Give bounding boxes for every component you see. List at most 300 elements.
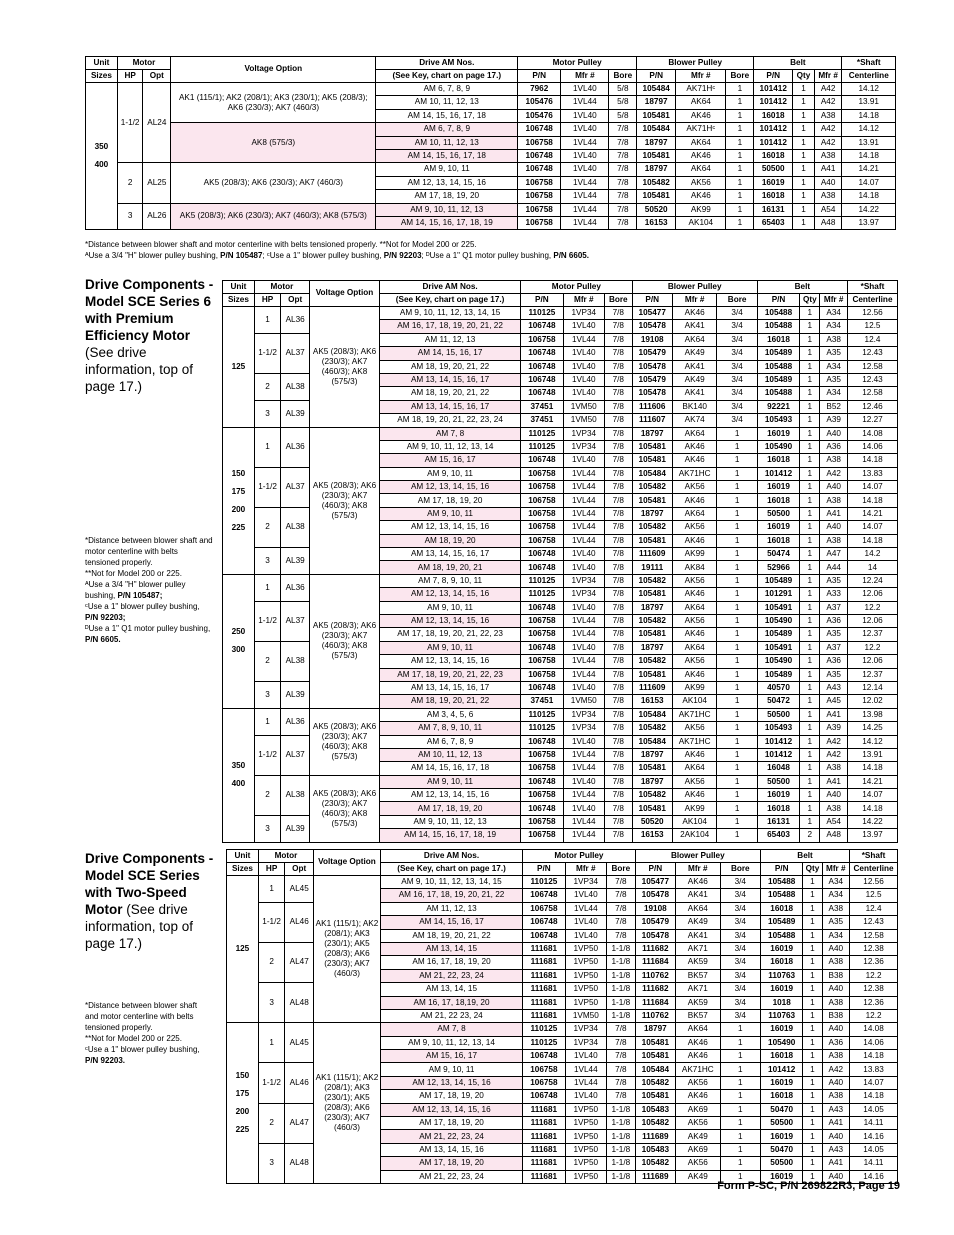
note-d-pn: P/N 6605. (85, 635, 121, 644)
drive-am-cell: AM 18, 19, 20, 21, 22 (380, 695, 521, 708)
drive-am-cell: AM 13, 14, 15, 16, 17 (380, 400, 521, 413)
motor-pn-cell: 106748 (523, 929, 565, 942)
motor-bore-cell: 7/8 (604, 628, 632, 641)
belt-qty-cell: 1 (800, 414, 820, 427)
column-header: Mfr # (676, 863, 721, 876)
motor-mfr-cell: 1VL40 (565, 929, 606, 942)
motor-bore-cell: 7/8 (604, 333, 632, 346)
blower-mfr-cell: AK49 (672, 373, 717, 386)
table-row (223, 574, 898, 587)
drive-am-cell: AM 16, 17, 18,19, 20 (380, 996, 522, 1009)
blower-bore-cell: 3/4 (717, 373, 757, 386)
blower-bore-cell: 1 (720, 1117, 760, 1130)
blower-mfr-cell: AK64 (672, 333, 717, 346)
drive-am-cell: AM 9, 10, 11, 12, 13, 14 (380, 440, 521, 453)
footnote-a-pn: P/N 105487 (220, 251, 263, 260)
hp-cell: 1-1/2 (254, 333, 281, 373)
motor-pn-cell: 106758 (521, 655, 563, 668)
belt-pn-cell: 101291 (757, 588, 799, 601)
blower-bore-cell: 1 (717, 614, 757, 627)
sizes-header: Sizes (223, 294, 255, 307)
drive-am-cell: AM 14, 15, 16, 17, 18, 19 (380, 829, 521, 842)
belt-pn-cell: 16018 (757, 802, 799, 815)
motor-bore-cell: 7/8 (607, 876, 636, 889)
belt-mfr-cell: B38 (822, 1009, 850, 1022)
blower-bore-cell: 3/4 (720, 929, 760, 942)
belt-pn-cell: 16019 (757, 789, 799, 802)
belt-qty-cell: 1 (793, 136, 815, 149)
motor-mfr-cell: 1VL40 (563, 561, 604, 574)
blower-pn-cell: 18797 (637, 136, 676, 149)
motor-mfr-cell: 1VP34 (563, 722, 604, 735)
motor-mfr-cell: 1VP50 (565, 942, 606, 955)
belt-pn-cell: 65403 (757, 829, 799, 842)
belt-qty-cell: 1 (793, 123, 815, 136)
blower-mfr-cell: AK69 (676, 1143, 721, 1156)
blower-bore-cell: 1 (720, 1103, 760, 1116)
belt-pn-cell: 16018 (760, 956, 802, 969)
belt-qty-cell: 1 (803, 942, 822, 955)
hp-header: HP (117, 70, 143, 83)
drive-am-cell: AM 13, 14, 15 (380, 983, 522, 996)
centerline-header: Centerline (842, 70, 896, 83)
blower-mfr-cell: AK49 (672, 347, 717, 360)
motor-bore-cell: 7/8 (604, 815, 632, 828)
motor-mfr-cell: 1VP50 (565, 1157, 606, 1170)
drive-am-cell: AM 13, 14, 15 (380, 942, 522, 955)
blower-pn-cell: 111607 (632, 414, 672, 427)
blower-mfr-cell: AK46 (672, 748, 717, 761)
motor-pn-cell: 110125 (523, 1036, 565, 1049)
opt-cell: AL48 (285, 1143, 314, 1183)
blower-pn-cell: 105481 (637, 149, 676, 162)
motor-pn-cell: 106758 (521, 815, 563, 828)
motor-mfr-cell: 1VL44 (563, 815, 604, 828)
motor-pn-cell: 111681 (523, 956, 565, 969)
column-header: Mfr # (565, 863, 606, 876)
belt-pn-cell: 105490 (757, 440, 799, 453)
drive-am-cell: AM 15, 16, 17 (380, 454, 521, 467)
belt-qty-cell: 1 (800, 681, 820, 694)
shaft-centerline-cell: 12.2 (850, 969, 898, 982)
belt-qty-cell: 1 (803, 902, 822, 915)
motor-bore-cell: 7/8 (609, 123, 637, 136)
belt-mfr-cell: A54 (814, 203, 842, 216)
blower-pn-cell: 105481 (632, 628, 672, 641)
drive-am-cell: AM 21, 22, 23, 24 (380, 969, 522, 982)
belt-qty-cell: 1 (800, 347, 820, 360)
motor-mfr-cell: 1VL44 (563, 655, 604, 668)
motor-mfr-cell: 1VL44 (561, 190, 609, 203)
motor-pn-cell: 106758 (518, 176, 561, 189)
voltage-option-cell: AK5 (208/3); AK6 (230/3); AK7 (460/3); AK8 (575/3) (309, 708, 379, 775)
belt-mfr-cell: A45 (820, 695, 848, 708)
belt-pn-cell: 101412 (754, 83, 793, 96)
shaft-centerline-cell: 14.12 (842, 123, 896, 136)
belt-mfr-cell: A35 (822, 916, 850, 929)
opt-cell: AL26 (143, 203, 171, 230)
column-header: Bore (609, 70, 637, 83)
drive-am-cell: AM 14, 15, 16, 17, 18 (376, 149, 518, 162)
motor-pn-cell: 106748 (521, 373, 563, 386)
motor-pn-cell: 106748 (521, 601, 563, 614)
belt-mfr-cell: A34 (822, 929, 850, 942)
opt-cell: AL36 (281, 427, 310, 467)
drive-am-cell: AM 9, 10, 11, 12, 13, 14 (380, 1036, 522, 1049)
drive-am-cell: AM 9, 10, 11 (380, 641, 521, 654)
belt-mfr-cell: A33 (820, 588, 848, 601)
shaft-centerline-cell: 12.37 (847, 628, 897, 641)
hp-cell: 2 (258, 1103, 285, 1143)
blower-pn-cell: 111609 (632, 548, 672, 561)
shaft-centerline-cell: 12.58 (847, 360, 897, 373)
motor-mfr-cell: 1VP50 (565, 1117, 606, 1130)
shaft-centerline-cell: 12.4 (847, 333, 897, 346)
blower-bore-cell: 1 (717, 481, 757, 494)
belt-pn-cell: 110763 (760, 1009, 802, 1022)
blower-bore-cell: 1 (717, 574, 757, 587)
motor-mfr-cell: 1VL44 (565, 1063, 606, 1076)
belt-qty-cell: 1 (800, 561, 820, 574)
motor-pn-cell: 106748 (521, 454, 563, 467)
belt-pn-cell: 16019 (760, 942, 802, 955)
motor-bore-cell: 1-1/8 (607, 1143, 636, 1156)
motor-pn-cell: 106748 (521, 548, 563, 561)
column-header: Bore (717, 294, 757, 307)
drive-am-cell: AM 12, 13, 14, 15, 16 (380, 588, 521, 601)
belt-mfr-cell: A40 (822, 1023, 850, 1036)
opt-cell: AL39 (281, 548, 310, 575)
belt-mfr-cell: A35 (820, 373, 848, 386)
blower-pn-cell: 105484 (637, 83, 676, 96)
note-d: ᴰUse a 1" Q1 motor pulley bushing, (85, 624, 211, 633)
column-header: P/N (635, 863, 675, 876)
motor-bore-cell: 7/8 (609, 203, 637, 216)
belt-qty-cell: 1 (803, 1023, 822, 1036)
voltage-header: Voltage Option (309, 281, 379, 307)
drive-am-cell: AM 12, 13, 14, 15, 16 (376, 176, 518, 189)
blower-pn-cell: 105482 (635, 1157, 675, 1170)
motor-bore-cell: 7/8 (604, 601, 632, 614)
motor-pn-cell: 110125 (521, 440, 563, 453)
shaft-centerline-cell: 14.22 (847, 815, 897, 828)
blower-pn-cell: 105482 (632, 722, 672, 735)
belt-qty-cell: 1 (803, 969, 822, 982)
blower-pn-cell: 105484 (632, 708, 672, 721)
shaft-centerline-cell: 12.37 (847, 668, 897, 681)
blower-pn-cell: 105478 (632, 387, 672, 400)
belt-mfr-cell: A34 (820, 307, 848, 320)
motor-bore-cell: 7/8 (604, 467, 632, 480)
motor-bore-cell: 7/8 (609, 149, 637, 162)
opt-cell: AL37 (281, 601, 310, 641)
motor-bore-cell: 7/8 (604, 440, 632, 453)
blower-pn-cell: 18797 (637, 163, 676, 176)
blower-mfr-cell: AK56 (672, 722, 717, 735)
voltage-option-cell: AK5 (208/3); AK6 (230/3); AK7 (460/3); AK8 (575/3) (309, 307, 379, 428)
belt-pn-cell: 105488 (760, 889, 802, 902)
belt-mfr-cell: A39 (820, 414, 848, 427)
motor-pn-cell: 111681 (523, 983, 565, 996)
motor-mfr-cell: 1VP34 (563, 588, 604, 601)
opt-cell: AL45 (285, 876, 314, 903)
motor-pn-cell: 106758 (523, 902, 565, 915)
blower-mfr-cell: AK46 (676, 1090, 721, 1103)
belt-mfr-cell: A38 (822, 902, 850, 915)
blower-bore-cell: 1 (717, 641, 757, 654)
motor-pn-cell: 106748 (523, 1050, 565, 1063)
blower-pn-cell: 111684 (635, 956, 675, 969)
voltage-option-cell: AK1 (115/1); AK2 (208/1); AK3 (230/1); AK5 (208/3); AK6 (230/3); AK7 (460/3) (314, 876, 381, 1023)
motor-pn-cell: 106748 (521, 347, 563, 360)
blower-mfr-cell: AK104 (672, 695, 717, 708)
opt-cell: AL48 (285, 983, 314, 1023)
opt-cell: AL46 (285, 902, 314, 942)
blower-pn-cell: 18797 (632, 748, 672, 761)
motor-pn-cell: 106758 (521, 507, 563, 520)
belt-qty-cell: 1 (800, 427, 820, 440)
opt-cell: AL38 (281, 373, 310, 400)
hp-cell: 2 (254, 507, 281, 547)
motor-mfr-cell: 1VP34 (563, 708, 604, 721)
blower-mfr-cell: AK41 (676, 929, 721, 942)
drive-am-cell: AM 9, 10, 11 (380, 467, 521, 480)
belt-pn-cell: 16019 (760, 983, 802, 996)
blower-mfr-cell: AK46 (672, 494, 717, 507)
blower-pn-cell: 105482 (635, 1117, 675, 1130)
motor-pn-cell: 106748 (521, 320, 563, 333)
belt-pn-cell: 16018 (757, 454, 799, 467)
motor-bore-cell: 7/8 (607, 929, 636, 942)
blower-bore-cell: 1 (717, 440, 757, 453)
belt-mfr-cell: A41 (822, 1117, 850, 1130)
blower-mfr-cell: AK64 (672, 427, 717, 440)
drive-am-cell: AM 18, 19, 20 (380, 534, 521, 547)
blower-pn-cell: 105484 (632, 735, 672, 748)
belt-qty-cell: 1 (803, 956, 822, 969)
belt-pn-cell: 65403 (754, 216, 793, 229)
motor-mfr-cell: 1VL40 (561, 163, 609, 176)
belt-pn-cell: 16019 (760, 1076, 802, 1089)
belt-pn-cell: 16018 (754, 149, 793, 162)
motor-bore-cell: 7/8 (604, 320, 632, 333)
belt-qty-cell: 1 (803, 1117, 822, 1130)
motor-pn-cell: 106748 (518, 163, 561, 176)
motor-bore-cell: 7/8 (604, 735, 632, 748)
blower-bore-cell: 3/4 (720, 969, 760, 982)
motor-pn-cell: 106758 (521, 481, 563, 494)
section2-heading (85, 276, 215, 395)
motor-pn-cell: 106748 (523, 1090, 565, 1103)
belt-qty-cell: 1 (800, 467, 820, 480)
belt-mfr-cell: A54 (820, 815, 848, 828)
belt-qty-cell: 1 (800, 748, 820, 761)
blower-pn-cell: 110762 (635, 969, 675, 982)
blower-pulley-header: Blower Pulley (635, 850, 760, 863)
belt-qty-cell: 1 (803, 1170, 822, 1183)
motor-pn-cell: 111681 (523, 1009, 565, 1022)
blower-bore-cell: 1 (720, 1036, 760, 1049)
blower-bore-cell: 1 (726, 136, 754, 149)
column-header: Mfr # (561, 70, 609, 83)
motor-mfr-cell: 1VL44 (561, 96, 609, 109)
blower-pn-cell: 111606 (632, 400, 672, 413)
blower-bore-cell: 1 (717, 521, 757, 534)
belt-pn-cell: 105488 (760, 876, 802, 889)
belt-pn-cell: 105490 (757, 655, 799, 668)
motor-bore-cell: 1-1/8 (607, 942, 636, 955)
shaft-centerline-cell: 14.06 (847, 440, 897, 453)
belt-pn-cell: 101412 (754, 96, 793, 109)
shaft-centerline-cell: 13.83 (850, 1063, 898, 1076)
blower-mfr-cell: AK99 (672, 802, 717, 815)
motor-pulley-header: Motor Pulley (523, 850, 636, 863)
belt-qty-cell: 1 (800, 373, 820, 386)
motor-mfr-cell: 1VL44 (565, 902, 606, 915)
blower-bore-cell: 3/4 (717, 347, 757, 360)
belt-mfr-cell: A35 (820, 574, 848, 587)
hp-cell: 1-1/2 (254, 601, 281, 641)
blower-pn-cell: 16153 (637, 216, 676, 229)
motor-bore-cell: 7/8 (604, 641, 632, 654)
belt-pn-cell: 16018 (754, 190, 793, 203)
belt-qty-cell: 1 (803, 1130, 822, 1143)
motor-mfr-cell: 1VP50 (565, 1170, 606, 1183)
motor-mfr-cell: 1VL40 (563, 360, 604, 373)
belt-qty-cell: 1 (803, 1063, 822, 1076)
shaft-centerline-cell: 14.12 (847, 735, 897, 748)
hp-cell: 2 (254, 373, 281, 400)
footnote-d: ; ᴰUse a 1" Q1 motor pulley bushing, (421, 251, 554, 260)
blower-pn-cell: 16153 (632, 695, 672, 708)
blower-bore-cell: 3/4 (720, 889, 760, 902)
belt-mfr-cell: B38 (822, 969, 850, 982)
blower-mfr-cell: AK46 (676, 190, 726, 203)
drive-am-cell: AM 9, 10, 11 (380, 775, 521, 788)
blower-mfr-cell: AK56 (676, 1117, 721, 1130)
belt-mfr-cell: A43 (822, 1103, 850, 1116)
unit-sizes-cell: 150 175 200 225 (227, 1023, 259, 1184)
motor-mfr-cell: 1VL40 (563, 641, 604, 654)
blower-pn-cell: 105479 (632, 347, 672, 360)
belt-pn-cell: 50500 (757, 775, 799, 788)
table-row (86, 83, 896, 96)
note-distance: *Distance between blower shaft and motor centerline with belts tensioned properly. (85, 536, 213, 567)
drive-am-cell: AM 6, 7, 8, 9 (376, 83, 518, 96)
shaft-centerline-cell: 12.38 (850, 942, 898, 955)
belt-mfr-cell: A34 (822, 876, 850, 889)
blower-pn-cell: 105483 (635, 1103, 675, 1116)
motor-pn-cell: 110125 (523, 1023, 565, 1036)
shaft-centerline-cell: 12.36 (850, 956, 898, 969)
motor-pn-cell: 105476 (518, 109, 561, 122)
blower-bore-cell: 3/4 (717, 360, 757, 373)
shaft-centerline-cell: 14.05 (850, 1103, 898, 1116)
blower-pn-cell: 105479 (635, 916, 675, 929)
belt-pn-cell: 52966 (757, 561, 799, 574)
drive-am-cell: AM 17, 18, 19, 20, 21, 22, 23 (380, 628, 521, 641)
drive-am-cell: AM 16, 17, 18, 19, 20, 21, 22 (380, 320, 521, 333)
motor-mfr-cell: 1VL40 (563, 320, 604, 333)
shaft-centerline-cell: 14.08 (850, 1023, 898, 1036)
blower-pn-cell: 111689 (635, 1130, 675, 1143)
belt-mfr-cell: A42 (814, 136, 842, 149)
motor-mfr-cell: 1VL40 (563, 735, 604, 748)
belt-qty-cell: 1 (803, 1143, 822, 1156)
drive-subheader: (See Key, chart on page 17.) (380, 863, 522, 876)
shaft-centerline-cell: 14.18 (847, 494, 897, 507)
belt-qty-cell: 1 (800, 601, 820, 614)
belt-pn-cell: 16018 (757, 333, 799, 346)
blower-pn-cell: 105484 (635, 1063, 675, 1076)
motor-bore-cell: 7/8 (604, 548, 632, 561)
motor-pn-cell: 105476 (518, 96, 561, 109)
drive-am-cell: AM 9, 10, 11 (380, 1063, 522, 1076)
column-header: P/N (518, 70, 561, 83)
belt-qty-cell: 1 (800, 789, 820, 802)
belt-mfr-cell: A34 (820, 387, 848, 400)
shaft-centerline-cell: 14.18 (847, 802, 897, 815)
shaft-centerline-cell: 14.08 (847, 427, 897, 440)
blower-mfr-cell: AK41 (672, 387, 717, 400)
opt-cell: AL25 (143, 163, 171, 203)
motor-pn-cell: 110125 (521, 574, 563, 587)
belt-pn-cell: 105490 (757, 614, 799, 627)
belt-qty-cell: 1 (803, 1036, 822, 1049)
shaft-centerline-cell: 14.16 (850, 1170, 898, 1183)
motor-mfr-cell: 1VL40 (561, 109, 609, 122)
motor-pn-cell: 111681 (523, 942, 565, 955)
motor-mfr-cell: 1VL44 (563, 829, 604, 842)
drive-am-cell: AM 12, 13, 14, 15, 16 (380, 614, 521, 627)
hp-cell: 2 (258, 942, 285, 982)
drive-header: Drive AM Nos. (380, 850, 522, 863)
blower-bore-cell: 1 (726, 123, 754, 136)
shaft-centerline-cell: 14.05 (850, 1143, 898, 1156)
blower-bore-cell: 1 (717, 588, 757, 601)
motor-bore-cell: 7/8 (604, 347, 632, 360)
motor-mfr-cell: 1VL40 (563, 775, 604, 788)
belt-qty-cell: 1 (800, 775, 820, 788)
belt-qty-cell: 1 (800, 360, 820, 373)
table-row (223, 307, 898, 320)
voltage-option-cell: AK5 (208/3); AK6 (230/3); AK7 (460/3) (171, 163, 376, 203)
footnote-c: ; ᶜUse a 1" blower pulley bushing, (262, 251, 384, 260)
blower-bore-cell: 1 (717, 829, 757, 842)
blower-pn-cell: 18797 (632, 507, 672, 520)
blower-mfr-cell: AK64 (672, 641, 717, 654)
opt-header: Opt (281, 294, 310, 307)
blower-pn-cell: 105483 (635, 1143, 675, 1156)
motor-bore-cell: 7/8 (604, 748, 632, 761)
motor-mfr-cell: 1VL44 (563, 481, 604, 494)
blower-bore-cell: 1 (726, 203, 754, 216)
blower-pn-cell: 105482 (632, 574, 672, 587)
blower-mfr-cell: AK71HC (672, 467, 717, 480)
blower-bore-cell: 3/4 (720, 1009, 760, 1022)
blower-pn-cell: 50520 (637, 203, 676, 216)
belt-pn-cell: 105488 (757, 307, 799, 320)
motor-bore-cell: 7/8 (609, 176, 637, 189)
blower-bore-cell: 1 (717, 722, 757, 735)
motor-mfr-cell: 1VP34 (563, 574, 604, 587)
belt-pn-cell: 101412 (757, 735, 799, 748)
motor-bore-cell: 7/8 (604, 561, 632, 574)
blower-mfr-cell: AK46 (676, 876, 721, 889)
blower-pn-cell: 105484 (637, 123, 676, 136)
belt-pn-cell: 16018 (757, 534, 799, 547)
motor-mfr-cell: 1VL40 (563, 601, 604, 614)
